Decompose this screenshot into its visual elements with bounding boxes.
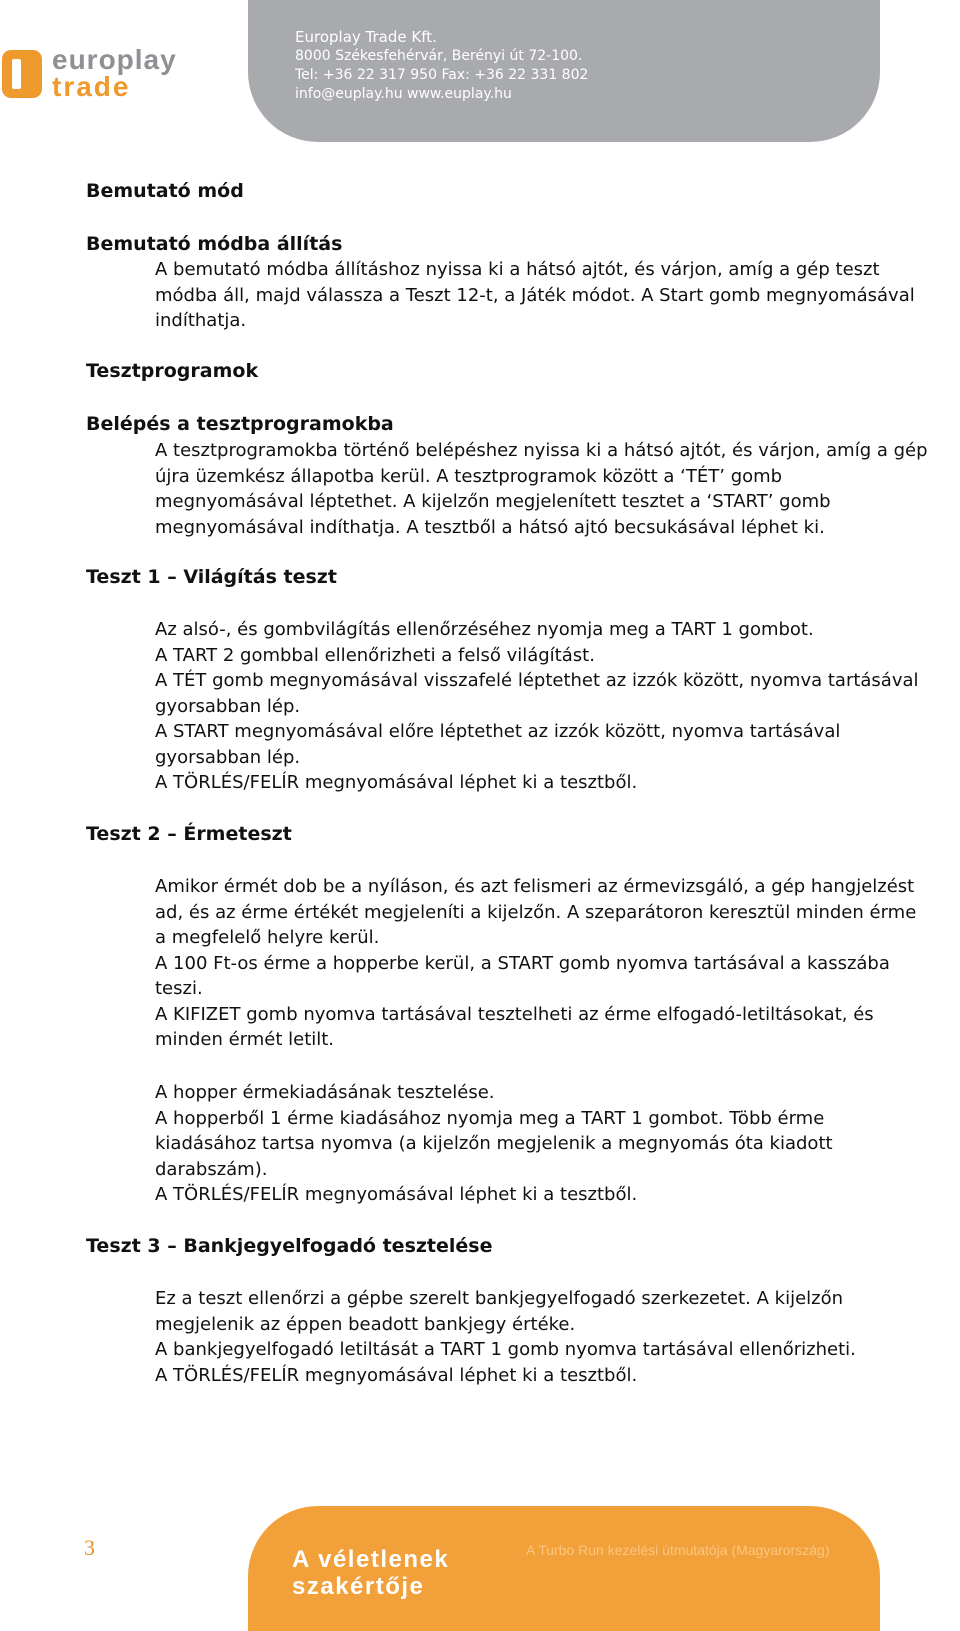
logo-text-top: europlay: [52, 44, 177, 75]
heading-demo-set: Bemutató módba állítás: [86, 233, 343, 255]
paragraph-enter-tests: A tesztprogramokba történő belépéshez nyissa ki a hátsó ajtót, és várjon, amíg a gép újra üzemkész állapotba kerül. A tesztprogramok között a ‘TÉT’ gomb megnyomásával léptethet. A kijelzőn megjelenített tesztet a ‘START’ gomb megnyomásával indíthatja. A tesztből a hátsó ajtó becsukásával léphet ki.: [155, 440, 928, 538]
company-name: Europlay Trade Kft.: [295, 28, 437, 46]
paragraph-test-3: Ez a teszt ellenőrzi a gépbe szerelt bankjegyelfogadó szerkezetet. A kijelzőn megjelenik az éppen beadott bankjegy értéke. A bankjegyelfogadó letiltását a TART 1 gomb nyomva tartásával ellenőrizheti. A TÖRLÉS/FELÍR megnyomásával léphet ki a tesztből.: [155, 1288, 856, 1386]
heading-enter-tests: Belépés a tesztprogramokba: [86, 413, 394, 435]
footer-slogan: [292, 1546, 449, 1600]
paragraph-test-1: Az alsó-, és gombvilágítás ellenőrzéséhez nyomja meg a TART 1 gombot. A TART 2 gombbal ellenőrizheti a felső világítást. A TÉT gomb megnyomásával visszafelé léptethet az izzók között, nyomva tartásával gyorsabban lép. A START megnyomásával előre léptethet az izzók között, nyomva tartásával gyorsabban lép. A TÖRLÉS/FELÍR megnyomásával léphet ki a tesztből.: [155, 619, 919, 793]
paragraph-test-2-hopper: A hopper érmekiadásának tesztelése. A hopperből 1 érme kiadásához nyomja meg a TART 1 gombot. Több érme kiadásához tartsa nyomva (a kijelzőn megjelenik a megnyomás óta kiadott darabszám). A TÖRLÉS/FELÍR megnyomásával léphet ki a tesztből.: [155, 1082, 833, 1205]
logo-mark: [2, 50, 42, 98]
paragraph-test-2-coins: Amikor érmét dob be a nyíláson, és azt felismeri az érmevizsgáló, a gép hangjelzést ad, és az érme értékét megjeleníti a kijelzőn. A szeparátoron keresztül minden érme a megfelelő helyre kerül. A 100 Ft-os érme a hopperbe kerül, a START gomb nyomva tartásával a kasszába teszi. A KIFIZET gomb nyomva tartásával tesztelheti az érme elfogadó-letiltásokat, és minden érmét letilt.: [155, 876, 917, 1050]
company-info: [295, 28, 588, 104]
heading-test-2: Teszt 2 – Érmeteszt: [86, 823, 292, 845]
slogan-line-1: A véletlenek: [292, 1546, 450, 1573]
heading-test-3: Teszt 3 – Bankjegyelfogadó tesztelése: [86, 1235, 493, 1257]
europlay-logo: [0, 44, 210, 104]
company-web: info@euplay.hu www.euplay.hu: [295, 86, 512, 102]
paragraph-demo: A bemutató módba állításhoz nyissa ki a hátsó ajtót, és várjon, amíg a gép teszt módba áll, majd válassza a Teszt 12-t, a Játék módot. A Start gomb megnyomásával indíthatja.: [155, 259, 915, 331]
footer-note: A Turbo Run kezelési útmutatója (Magyarország): [526, 1542, 830, 1558]
heading-test-1: Teszt 1 – Világítás teszt: [86, 566, 337, 588]
company-phone-fax: Tel: +36 22 317 950 Fax: +36 22 331 802: [295, 67, 589, 83]
page-number: 3: [84, 1535, 95, 1560]
heading-test-programs: Tesztprogramok: [86, 360, 259, 382]
company-address: 8000 Székesfehérvár, Berényi út 72-100.: [295, 48, 583, 64]
heading-demo-mode: Bemutató mód: [86, 180, 244, 202]
logo-text-bottom: trade: [52, 71, 131, 102]
slogan-line-2: szakértője: [292, 1573, 425, 1600]
